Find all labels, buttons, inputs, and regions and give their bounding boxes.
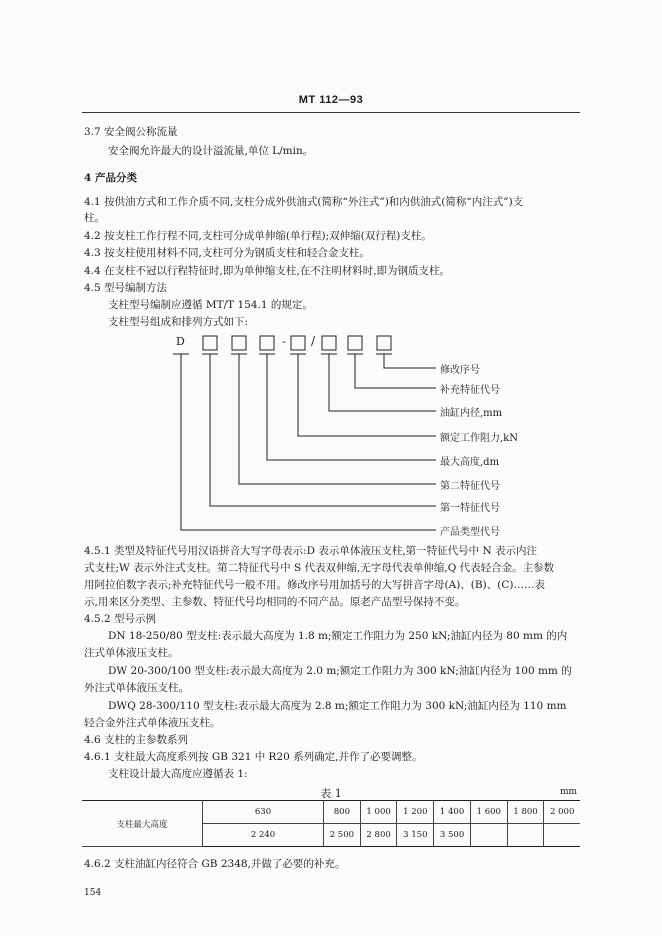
table-row xyxy=(82,801,580,824)
table-cell: 3 500 xyxy=(434,824,471,847)
table-cell: 1 400 xyxy=(434,801,471,824)
para-4-5-1-line4: 示,用来区分类型、主参数、特征代号均相同的不同产品。原老产品型号保持不变。 xyxy=(84,596,466,608)
section-3-7-body: 安全阀允许最大的设计溢流量,单位 L/min。 xyxy=(108,145,314,157)
para-4-5-line1: 支柱型号编制应遵循 MT/T 154.1 的规定。 xyxy=(108,299,313,311)
table-cell: 2 800 xyxy=(360,824,397,847)
diagram-slash: / xyxy=(311,334,316,348)
table-row-label: 支柱最大高度 xyxy=(82,801,203,847)
para-4-5-1-line1: 4.5.1 类型及特征代号用汉语拼音大写字母表示:D 表示单体液压支柱,第一特征代号中 N 表示内注 xyxy=(84,545,538,557)
para-4-6-title: 4.6 支柱的主参数系列 xyxy=(84,734,189,746)
para-4-6-2: 4.6.2 支柱油缸内径符合 GB 2348,并做了必要的补充。 xyxy=(84,858,346,870)
example-3-line1: DWQ 28-300/110 型支柱:表示最大高度为 2.8 m;额定工作阻力为 300 kN;油缸内径为 110 mm xyxy=(108,700,567,712)
table-cell: 1 000 xyxy=(360,801,397,824)
table-cell: 1 800 xyxy=(507,801,544,824)
table-1-caption: 表 1 xyxy=(320,787,342,800)
table-cell: 3 150 xyxy=(397,824,434,847)
para-4-2: 4.2 按支柱工作行程不同,支柱可分成单伸缩(单行程);双伸缩(双行程)支柱。 xyxy=(84,230,432,242)
table-cell: 1 600 xyxy=(470,801,507,824)
label-max-height: 最大高度,dm xyxy=(440,457,500,468)
page-number: 154 xyxy=(84,888,102,898)
diagram-prefix-d: D xyxy=(176,335,185,348)
code-box-7 xyxy=(377,336,391,350)
document-header: MT 112—93 xyxy=(298,94,364,106)
label-second-feature-code: 第二特征代号 xyxy=(440,481,500,492)
label-modification-number: 修改序号 xyxy=(440,365,480,376)
para-4-6-1-line2: 支柱设计最大高度应遵循表 1: xyxy=(108,768,248,780)
para-4-5-line2: 支柱型号组成和排列方式如下: xyxy=(108,316,249,328)
table-cell: 630 xyxy=(203,801,324,824)
code-box-5 xyxy=(322,336,336,350)
code-box-3 xyxy=(260,336,274,350)
table-cell xyxy=(507,824,544,847)
para-4-4: 4.4 在支柱不冠以行程特征时,即为单伸缩支柱,在不注明材料时,即为钢质支柱。 xyxy=(84,265,451,277)
code-box-1 xyxy=(203,336,217,350)
code-box-6 xyxy=(348,336,362,350)
label-rated-resistance: 额定工作阻力,kN xyxy=(440,433,518,444)
section-4-title: 4 产品分类 xyxy=(84,172,137,184)
table-1 xyxy=(82,800,580,847)
para-4-1-line1: 4.1 按供油方式和工作介质不同,支柱分成外供油式(简称“外注式”)和内供油式(简称“内注式”)支 xyxy=(84,196,524,208)
section-3-7-title: 3.7 安全阀公称流量 xyxy=(84,126,178,138)
table-cell: 2 000 xyxy=(544,801,580,824)
para-4-1-line2: 柱。 xyxy=(84,212,105,224)
table-cell: 2 240 xyxy=(203,824,324,847)
example-2-line1: DW 20-300/100 型支柱:表示最大高度为 2.0 m;额定工作阻力为 300 kN;油缸内径为 100 mm 的 xyxy=(108,665,572,677)
example-1-line2: 注式单体液压支柱。 xyxy=(84,647,179,659)
table-cell: 2 500 xyxy=(324,824,361,847)
code-box-2 xyxy=(232,336,246,350)
label-cylinder-diameter: 油缸内径,mm xyxy=(440,408,503,419)
para-4-6-1-line1: 4.6.1 支柱最大高度系列按 GB 321 中 R20 系列确定,并作了必要调整。 xyxy=(84,751,423,763)
para-4-5-1-line3: 用阿拉伯数字表示;补充特征代号一般不用。修改序号用加括号的大写拼音字母(A)、(B)、(C)……表 xyxy=(84,579,545,591)
label-product-type-code: 产品类型代号 xyxy=(440,527,500,538)
code-box-4 xyxy=(291,336,305,350)
label-first-feature-code: 第一特征代号 xyxy=(440,503,500,514)
para-4-5-1-line2: 式支柱;W 表示外注式支柱。第二特征代号中 S 代表双伸缩,无字母代表单伸缩,Q 代表轻合金。主参数 xyxy=(84,562,555,574)
para-4-5-2-title: 4.5.2 型号示例 xyxy=(84,613,157,625)
table-1-unit: mm xyxy=(560,787,578,797)
table-cell: 800 xyxy=(324,801,361,824)
para-4-3: 4.3 按支柱使用材料不同,支柱可分为钢质支柱和轻合金支柱。 xyxy=(84,247,370,259)
example-2-line2: 外注式单体液压支柱。 xyxy=(84,682,189,694)
label-supplementary-code: 补充特征代号 xyxy=(440,385,500,396)
table-cell xyxy=(544,824,580,847)
example-3-line2: 轻合金外注式单体液压支柱。 xyxy=(84,717,221,729)
table-cell xyxy=(470,824,507,847)
para-4-5-title: 4.5 型号编制方法 xyxy=(84,282,168,294)
example-1-line1: DN 18-250/80 型支柱:表示最大高度为 1.8 m;额定工作阻力为 250 kN;油缸内径为 80 mm 的内 xyxy=(108,630,568,642)
diagram-dash: - xyxy=(282,335,286,348)
table-cell: 1 200 xyxy=(397,801,434,824)
